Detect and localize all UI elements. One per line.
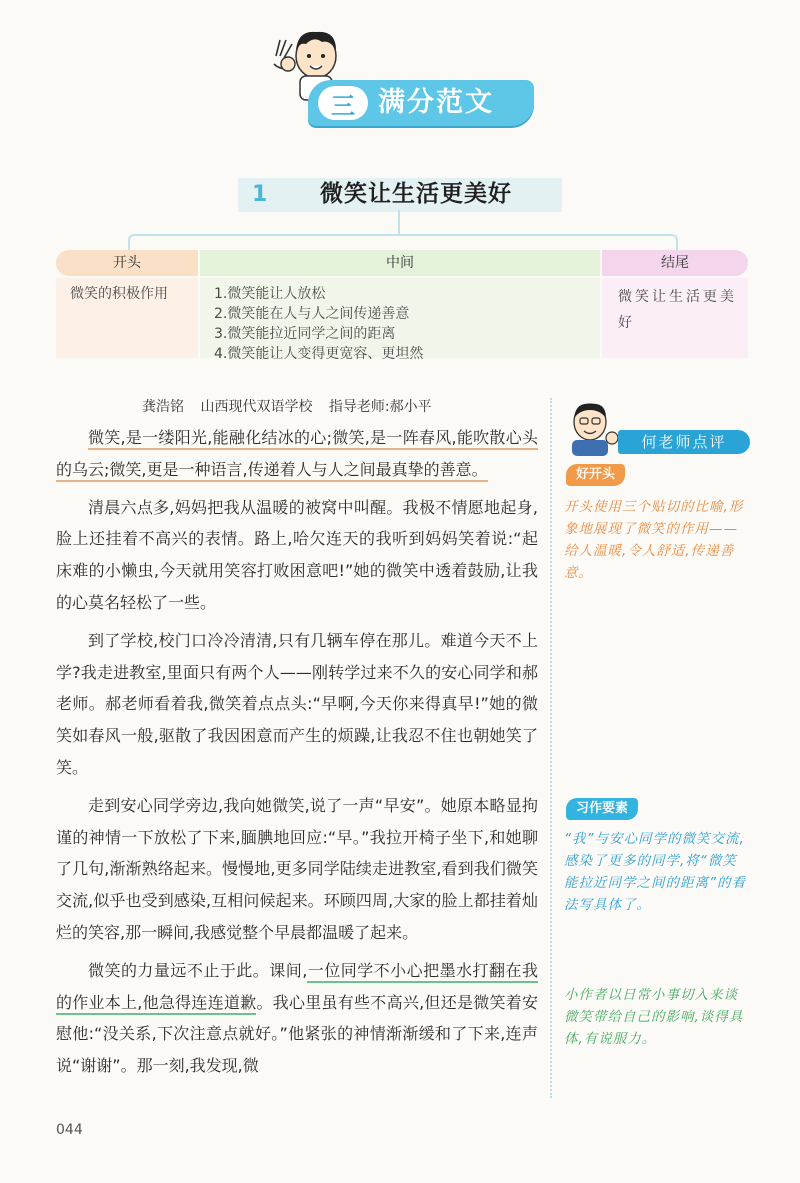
essay-paragraph-2: 清晨六点多,妈妈把我从温暖的被窝中叫醒。我极不情愿地起身,脸上还挂着不高兴的表情。路上,哈欠连天的我听到妈妈笑着说:“起床难的小懒虫,今天就用笑容打败困意吧!”她的微笑中透着鼓励,让我的心莫名轻松了一些。: [56, 497, 538, 612]
structure-middle-label: 中间: [200, 250, 600, 276]
good-opening-tag: 好开头: [566, 464, 625, 486]
writing-element-tag: 习作要素: [566, 798, 638, 820]
structure-opening-label: 开头: [56, 250, 198, 276]
writing-element-comment: “我”与安心同学的微笑交流,感染了更多的同学,将“微笑能拉近同学之间的距离”的看法写具体了。: [564, 831, 746, 913]
essay-body: [56, 422, 538, 1082]
essay-title: 微笑让生活更美好: [320, 181, 512, 207]
structure-ending-label: 结尾: [602, 250, 748, 276]
highlighted-opening: 微笑,是一缕阳光,能融化结冰的心;微笑,是一阵春风,能吹散心头的乌云;微笑,更是一种语言,传递着人与人之间最真挚的善意。: [56, 428, 538, 482]
essay-paragraph-3: 到了学校,校门口冷冷清清,只有几辆车停在那儿。难道今天不上学?我走进教室,里面只有两个人——刚转学过来不久的安心同学和郝老师。郝老师看着我,微笑着点点头:“早啊,今天你来得真早!”她的微笑如春风一般,驱散了我因困意而产生的烦躁,让我忍不住也朝她笑了笑。: [56, 630, 538, 777]
highlighted-event: 一位同学不小心把墨水打翻在我的作业本上,他急得连连道歉: [56, 961, 538, 1015]
teacher-avatar-illustration: [564, 398, 622, 456]
essay-number: 1: [252, 182, 268, 207]
section-title: 满分范文: [378, 87, 494, 118]
column-divider: [550, 398, 552, 1098]
advisor-name: 指导老师:郝小平: [328, 399, 432, 415]
structure-middle-item: 3.微笑能拉近同学之间的距离: [214, 326, 396, 342]
author-name: 龚浩铭: [142, 399, 184, 415]
structure-connector: [398, 210, 400, 234]
structure-middle-content: [200, 278, 600, 362]
page-number: 044: [56, 1122, 83, 1138]
daily-event-comment: 小作者以日常小事切入来谈微笑带给自己的影响,谈得具体,有说服力。: [564, 987, 744, 1047]
section-number-badge: 三: [318, 86, 368, 120]
text-run: 微笑的力量远不止于此。课间,: [88, 960, 308, 980]
structure-middle-item: 4.微笑能让人变得更宽容、更坦然: [214, 346, 424, 362]
structure-ending-content: 微笑让生活更美好: [602, 278, 748, 358]
opening-comment: 开头使用三个贴切的比喻,形象地展现了微笑的作用——给人温暖,令人舒适,传递善意。: [564, 499, 744, 581]
structure-opening-content: 微笑的积极作用: [56, 278, 198, 358]
byline: [142, 396, 444, 416]
structure-middle-item: 2.微笑能在人与人之间传递善意: [214, 306, 410, 322]
text-run: 。我心里虽有些不高兴,但还是微笑着安慰他:“没关系,下次注意点就好。”他紧张的神情渐渐缓和了下来,连声说“谢谢”。那一刻,我发现,微: [56, 992, 538, 1076]
teacher-comment-heading: 何老师点评: [618, 430, 750, 454]
essay-paragraph-4: 走到安心同学旁边,我向她微笑,说了一声“早安”。她原本略显拘谨的神情一下放松了下来,腼腆地回应:“早。”我拉开椅子坐下,和她聊了几句,渐渐熟络起来。慢慢地,更多同学陆续走进教室,看到我们微笑交流,似乎也受到感染,互相问候起来。环顾四周,大家的脸上都挂着灿烂的笑容,那一瞬间,我感觉整个早晨都温暖了起来。: [56, 795, 538, 942]
structure-middle-item: 1.微笑能让人放松: [214, 286, 326, 302]
essay-paragraph-5: [56, 955, 538, 1082]
school-name: 山西现代双语学校: [200, 399, 313, 415]
essay-paragraph-1: [56, 422, 538, 486]
